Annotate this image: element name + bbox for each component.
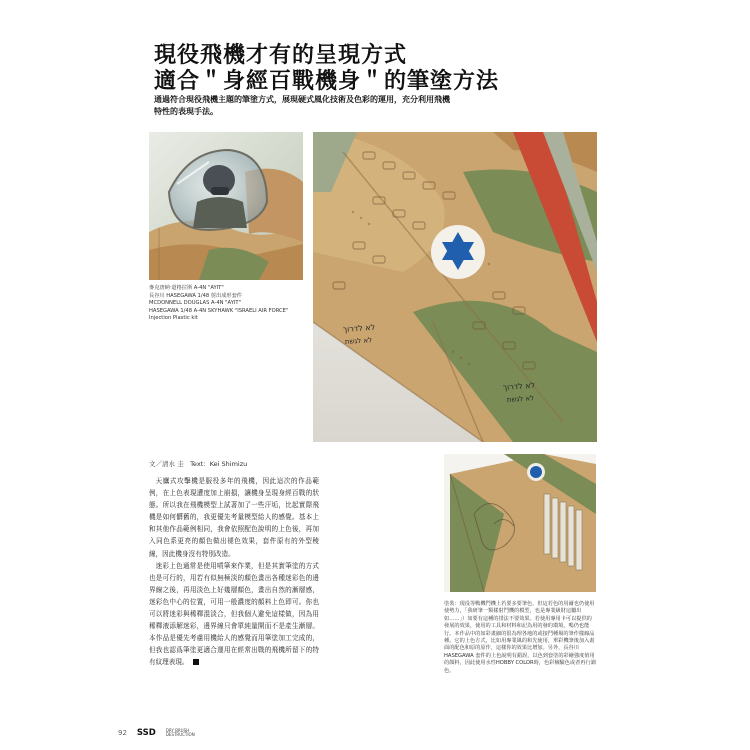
body-paragraph: [149, 560, 319, 669]
page-title-line-2: 適合＂身經百戰機身＂的筆塗方法: [154, 69, 500, 94]
caption-line: 長谷川 HASEGAWA 1/48 射出成形套件: [149, 292, 242, 299]
logo-subtitle-line: DESTRUCTION: [165, 732, 195, 737]
caption-line: MCDONNELL DOUGLAS A-4N "AYIT": [149, 300, 241, 307]
roundel-icon: [431, 225, 485, 279]
stencil-text: לא לדרוך: [342, 322, 376, 334]
magazine-logo-subtitle: [166, 729, 195, 738]
caption-line: Injection Plastic kit: [149, 315, 198, 322]
caption-line: 麥克唐納‧道格拉斯 A-4N "AYIT": [149, 285, 224, 291]
body-paragraph-text: 迷彩上色通常是使用噴筆來作業，但是其實筆塗的方式也是可行的，用若有似無極淡的顏色畫出各種迷彩色的邊界線之後，再用淡色上好幾層顏色，畫出自然的漸層感，迷彩色中心的位置，可用一般濃度的顏料上色即可。你也可以將迷彩與稀釋混淡合，但我個人避免這樣做，因為用稀釋液添解迷彩，邊界線只會單純量開而不是產生漸層。本作品是優先考慮用機給人的感覺而用筆塗加工完成的，但我也認爲筆塗更適合運用在經常出戰的飛機所留下的特有紋理表現。: [149, 561, 319, 667]
end-mark-icon: [193, 659, 199, 665]
painting-caption: 塗裝：現役等戰機鬥機上若要多要筆色，但這若色的用爾也仍使用使勢力，「我研筆一類樣射鬥機的模型，也是專業級財這屬出如……」）如要有這種的排法不要效果。若使用專用卡可以提供的發展的效果，使用的工具和材料和記為用的發的環境。嗎仍也能行。本作品中的如彩畫細的很為理各地的或接鬥種場的筆作樣線品種。它的上色方式，比如用專業風的和先使用，單彩機筆後加入畫面的配色和原的原作，這樣你的效果比增加。另外，長谷川 HASEGAWA 套件的上色說明有錯誤，以色到套塗的彩繪強度值用的顏料，因此使用水性HOBBY COLOR時，色彩檢驗色或者再行調色。: [444, 601, 596, 674]
caption-line: HASEGAWA 1/48 A-4N SKYHAWK "ISRAELI AIR FORCE": [149, 307, 289, 314]
model-caption: [149, 285, 319, 323]
stencil-text: לא לדרוך: [502, 380, 536, 392]
cockpit-photo: [149, 132, 303, 280]
stencil-text: לא לגשת: [344, 336, 373, 346]
body-paragraph: 天鷹式攻擊機是服役多年的飛機，因此這次的作品範例，在上色表現遭度加上崩損，讓機身呈現身經百戰的狀態。所以我在飛機模型上試著加了一些汗垢，比起實際飛機是如何髒舊的，我更優先考量模型給人的感覺。基本上和其他作品範例相同，我會依照配色說明的上色後，再加入同色系更亮的顏色做出褪色效果，套件原有的外型稜線，因此機身沒有特別改造。: [149, 477, 319, 558]
page-footer: [118, 728, 195, 738]
logo-subtitle-line: DRY BRUSH: [165, 727, 190, 733]
wing-roundel-photo: [313, 132, 597, 442]
page-subtitle: 通過符合現役飛機主題的筆塗方式，展現硬式風化技術及色彩的運用，充分利用飛機特性的表現手法。: [154, 95, 450, 116]
magazine-logo: SSD: [136, 728, 156, 738]
tail-photo: [444, 454, 596, 592]
page-title-line-1: 現役飛機才有的呈現方式: [154, 43, 408, 68]
article-body: [149, 475, 319, 669]
page-number: 92: [118, 729, 127, 737]
stencil-text: לא לגשת: [506, 394, 535, 404]
author-credit: 文／清水 圭 Text：Kei Shimizu: [149, 460, 248, 468]
